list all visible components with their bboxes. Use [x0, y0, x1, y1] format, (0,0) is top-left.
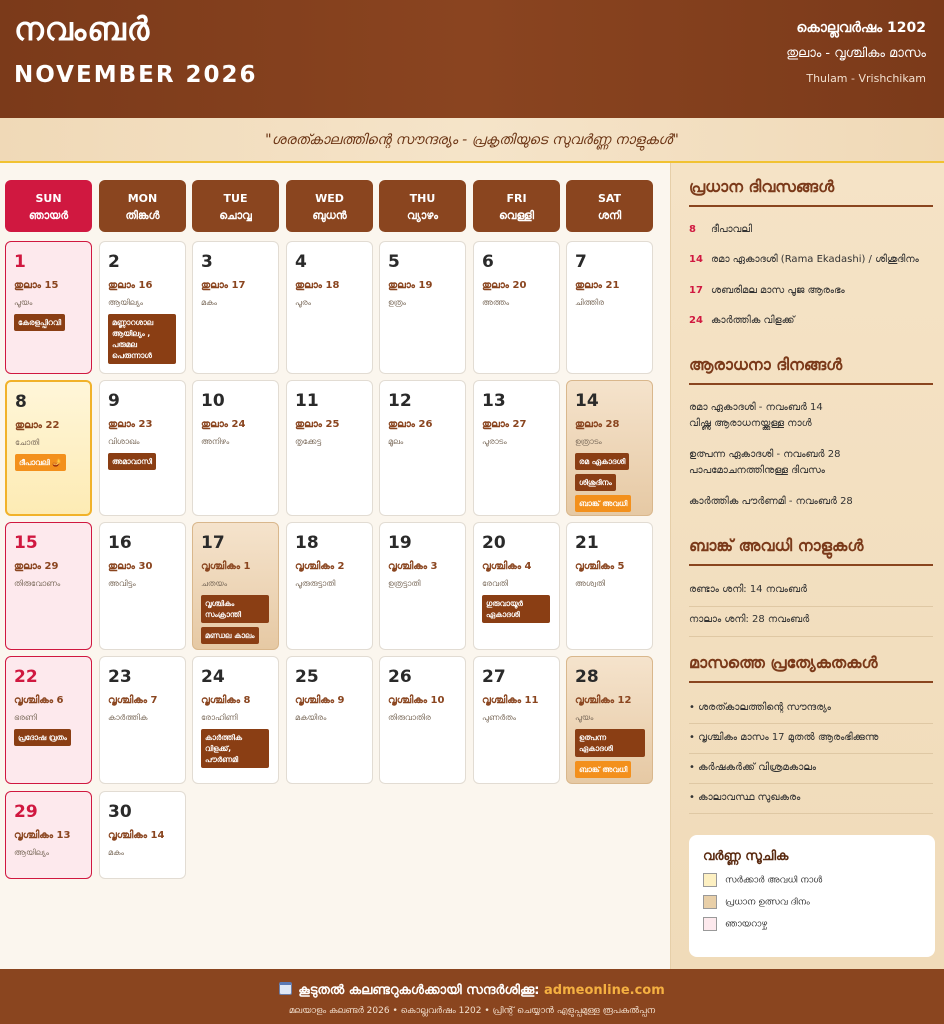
nakshatra: തിരുവാതിര: [388, 713, 431, 722]
nakshatra: മകം: [201, 298, 218, 307]
event-list: [201, 595, 275, 648]
event-tag: അമാവാസി: [108, 453, 156, 470]
nakshatra: പൂയം: [14, 298, 33, 307]
day-cell-23[interactable]: [99, 656, 186, 784]
malayalam-date: തുലാം 17: [201, 280, 246, 291]
bank-holiday-item: രണ്ടാം ശനി: 14 നവംബർ: [689, 584, 807, 595]
nakshatra: രോഹിണി: [201, 713, 238, 722]
divider: [689, 723, 933, 724]
day-number: 5: [388, 252, 400, 272]
day-cell-10[interactable]: [192, 380, 279, 516]
key-day-label: ശബരിമല മാസ പൂജ ആരംഭം: [711, 285, 845, 296]
title-malayalam: നവംബർ: [14, 10, 151, 48]
malayalam-date: തുലാം 26: [388, 419, 433, 430]
calendar-grid: [0, 163, 670, 969]
nakshatra: മകയിരം: [295, 713, 327, 722]
legend-swatch: [703, 917, 717, 931]
english-month-range: Thulam - Vrishchikam: [806, 72, 926, 85]
day-number: 30: [108, 802, 132, 822]
nakshatra: വിശാഖം: [108, 437, 140, 446]
nakshatra: പൂയം: [575, 713, 594, 722]
malayalam-date: തുലാം 21: [575, 280, 620, 291]
nakshatra: മകം: [108, 848, 125, 857]
day-header-english: SUN: [35, 192, 62, 205]
title-english: NOVEMBER 2026: [14, 62, 258, 88]
nakshatra: അനിഴം: [201, 437, 230, 446]
nakshatra: പൂരാടം: [482, 437, 507, 446]
divider: [689, 636, 933, 637]
divider: [689, 205, 933, 207]
malayalam-date: തുലാം 20: [482, 280, 527, 291]
event-tag: ഗുരുവായൂർ ഏകാദശി: [482, 595, 550, 623]
day-header-mon: [99, 180, 186, 232]
event-tag: ബാങ്ക് അവധി: [575, 495, 631, 512]
legend-label: പ്രധാന ഉത്സവ ദിനം: [725, 897, 810, 908]
event-tag: ഉത്പന്ന ഏകാദശി: [575, 729, 645, 757]
day-cell-25[interactable]: [286, 656, 373, 784]
day-number: 16: [108, 533, 132, 553]
day-number: 1: [14, 252, 26, 272]
malayalam-date: വൃശ്ചികം 10: [388, 695, 445, 706]
event-tag: ബാങ്ക് അവധി: [575, 761, 631, 778]
malayalam-date: തുലാം 28: [575, 419, 620, 430]
footer: [0, 969, 944, 1024]
day-header-english: SAT: [597, 192, 622, 205]
event-tag: പ്രദോഷ വ്രതം: [14, 729, 71, 746]
day-cell-2[interactable]: [99, 241, 186, 374]
specialty-item: • കർഷകർക്ക് വിശ്രമകാലം: [689, 762, 817, 773]
nakshatra: ആയില്യം: [108, 298, 143, 307]
nakshatra: പൂരുരുട്ടാതി: [295, 579, 336, 588]
day-header-malayalam: ശനി: [597, 209, 622, 222]
nakshatra: ചോതി: [15, 438, 40, 447]
day-cell-1[interactable]: [5, 241, 92, 374]
day-number: 21: [575, 533, 599, 553]
malayalam-date: വൃശ്ചികം 1: [201, 561, 251, 572]
day-number: 14: [575, 391, 599, 411]
event-tag: ശിശുദിനം: [575, 474, 616, 491]
day-number: 29: [14, 802, 38, 822]
quote-text: "ശരത്കാലത്തിന്റെ സൗന്ദര്യം - പ്രകൃതിയുടെ സുവർണ്ണ നാളുകൾ": [265, 131, 679, 148]
worship-days-title: ആരാധനാ ദിനങ്ങൾ: [689, 355, 843, 374]
key-day-number: 17: [689, 285, 703, 296]
day-cell-21[interactable]: [566, 522, 653, 650]
day-header-malayalam: ചൊവ്വ: [219, 209, 252, 222]
nakshatra: രേവതി: [482, 579, 509, 588]
nakshatra: ചതയം: [201, 579, 228, 588]
divider: [689, 383, 933, 385]
event-tag: കാർത്തിക വിളക്ക്, പൗർണമി: [201, 729, 269, 768]
day-number: 3: [201, 252, 213, 272]
day-header-thu: [379, 180, 466, 232]
malayalam-date: വൃശ്ചികം 6: [14, 695, 64, 706]
divider: [689, 564, 933, 566]
nakshatra: ഉത്രാടം: [575, 437, 602, 446]
divider: [689, 753, 933, 754]
day-header-fri: [473, 180, 560, 232]
day-number: 9: [108, 391, 120, 411]
specialty-item: • കാലാവസ്ഥ സുഖകരം: [689, 792, 801, 803]
day-header-malayalam: ഞായർ: [28, 209, 69, 222]
day-number: 24: [201, 667, 225, 687]
day-cell-9[interactable]: [99, 380, 186, 516]
nakshatra: ഉത്രട്ടാതി: [388, 579, 421, 588]
event-list: [108, 453, 182, 474]
worship-day-title: ഉത്പന്ന ഏകാദശി - നവംബർ 28: [689, 449, 841, 460]
specialty-item: • വൃശ്ചികം മാസം 17 മുതൽ ആരംഭിക്കുന്നു: [689, 732, 879, 743]
nakshatra: പുണർതം: [482, 713, 517, 722]
worship-day-title: കാർത്തിക പൗർണമി - നവംബർ 28: [689, 496, 853, 507]
day-number: 25: [295, 667, 319, 687]
day-cell-18[interactable]: [286, 522, 373, 650]
malayalam-date: വൃശ്ചികം 5: [575, 561, 625, 572]
quote-banner: [0, 118, 944, 163]
day-number: 12: [388, 391, 412, 411]
day-cell-7[interactable]: [566, 241, 653, 374]
malayalam-date: വൃശ്ചികം 14: [108, 830, 165, 841]
footer-credits: മലയാളം കലണ്ടർ 2026 • കൊല്ലവർഷം 1202 • പ്രിന്റ് ചെയ്യാൻ എളുപ്പമുള്ള രൂപകൽപ്പന: [288, 1006, 656, 1016]
malayalam-date: വൃശ്ചികം 8: [201, 695, 251, 706]
malayalam-date: വൃശ്ചികം 11: [482, 695, 539, 706]
nakshatra: അശ്വതി: [575, 579, 606, 588]
legend-swatch: [703, 873, 717, 887]
day-number: 4: [295, 252, 307, 272]
month-specialties-title: മാസത്തെ പ്രത്യേകതകൾ: [689, 653, 878, 672]
day-number: 6: [482, 252, 494, 272]
color-legend: [689, 835, 935, 957]
divider: [689, 783, 933, 784]
divider: [689, 606, 933, 607]
event-list: [15, 454, 89, 475]
day-number: 13: [482, 391, 506, 411]
day-header-english: WED: [315, 192, 344, 205]
nakshatra: അവിട്ടം: [108, 579, 136, 588]
day-cell-4[interactable]: [286, 241, 373, 374]
day-number: 27: [482, 667, 506, 687]
nakshatra: പൂരം: [295, 298, 311, 307]
bank-holidays-title: ബാങ്ക് അവധി നാളുകൾ: [689, 536, 864, 555]
event-tag: ദീപാവലി 🪔: [15, 454, 66, 471]
key-day-number: 8: [689, 224, 696, 235]
event-tag: മണ്ണാറശാല ആയില്യം , പരുമല പെരുന്നാൾ: [108, 314, 176, 364]
day-cell-22[interactable]: [5, 656, 92, 784]
day-cell-30[interactable]: [99, 791, 186, 879]
day-number: 26: [388, 667, 412, 687]
key-day-item: [689, 254, 919, 265]
malayalam-date: തുലാം 18: [295, 280, 340, 291]
event-tag: രമ ഏകാദശി: [575, 453, 629, 470]
key-day-label: ദീപാവലി: [711, 224, 753, 235]
divider: [689, 681, 933, 683]
malayalam-date: തുലാം 30: [108, 561, 153, 572]
divider: [689, 813, 933, 814]
event-list: [108, 314, 182, 368]
day-cell-3[interactable]: [192, 241, 279, 374]
calendar-icon: [279, 982, 292, 995]
event-list: [575, 729, 649, 782]
day-number: 10: [201, 391, 225, 411]
malayalam-date: തുലാം 22: [15, 420, 60, 431]
day-cell-20[interactable]: [473, 522, 560, 650]
day-cell-17[interactable]: [192, 522, 279, 650]
nakshatra: ചിത്തിര: [575, 298, 604, 307]
worship-day-desc: പാപമോചനത്തിനുള്ള ദിവസം: [689, 465, 825, 476]
nakshatra: കാർത്തിക: [108, 713, 148, 722]
key-day-number: 14: [689, 254, 703, 265]
legend-item: [703, 917, 767, 931]
day-cell-28[interactable]: [566, 656, 653, 784]
worship-day-desc: വിഷ്ണു ആരാധനയ്ക്കുള്ള നാൾ: [689, 418, 812, 429]
malayalam-date: വൃശ്ചികം 9: [295, 695, 345, 706]
day-cell-26[interactable]: [379, 656, 466, 784]
malayalam-date: തുലാം 25: [295, 419, 340, 430]
event-list: [14, 314, 88, 335]
legend-item: [703, 895, 810, 909]
day-cell-5[interactable]: [379, 241, 466, 374]
malayalam-date: തുലാം 19: [388, 280, 433, 291]
malayalam-date: തുലാം 29: [14, 561, 59, 572]
key-days-title: പ്രധാന ദിവസങ്ങൾ: [689, 177, 835, 196]
day-cell-11[interactable]: [286, 380, 373, 516]
key-day-item: [689, 315, 794, 326]
key-day-number: 24: [689, 315, 703, 326]
bank-holiday-item: നാലാം ശനി: 28 നവംബർ: [689, 614, 810, 625]
malayalam-date: തുലാം 27: [482, 419, 527, 430]
day-number: 20: [482, 533, 506, 553]
kollavarsham-year: കൊല്ലവർഷം 1202: [796, 20, 926, 36]
admeonline-link[interactable]: admeonline.com: [544, 983, 665, 998]
specialty-item: • ശരത്കാലത്തിന്റെ സൗന്ദര്യം: [689, 702, 831, 713]
nakshatra: മൂലം: [388, 437, 404, 446]
malayalam-date: വൃശ്ചികം 2: [295, 561, 345, 572]
day-cell-14[interactable]: [566, 380, 653, 516]
day-number: 19: [388, 533, 412, 553]
legend-label: ഞായറാഴ്ച: [725, 919, 768, 930]
header: [0, 0, 944, 118]
event-list: [201, 729, 275, 772]
sidebar: [670, 163, 944, 969]
key-day-item: [689, 224, 752, 235]
day-number: 8: [15, 392, 27, 412]
day-header-english: MON: [127, 192, 158, 205]
day-number: 28: [575, 667, 599, 687]
key-day-label: കാർത്തിക വിളക്ക്: [711, 315, 795, 326]
day-cell-12[interactable]: [379, 380, 466, 516]
malayalam-date: തുലാം 15: [14, 280, 59, 291]
day-header-malayalam: തിങ്കൾ: [125, 209, 160, 222]
legend-label: സർക്കാർ അവധി നാൾ: [725, 875, 823, 886]
day-number: 7: [575, 252, 587, 272]
day-header-english: FRI: [506, 192, 527, 205]
nakshatra: തൃക്കേട്ട: [295, 437, 322, 446]
malayalam-date: വൃശ്ചികം 12: [575, 695, 632, 706]
event-tag: വൃശ്ചികം സംക്രാന്തി: [201, 595, 269, 623]
malayalam-date: വൃശ്ചികം 4: [482, 561, 532, 572]
malayalam-date: തുലാം 23: [108, 419, 153, 430]
event-list: [482, 595, 556, 627]
malayalam-date: വൃശ്ചികം 13: [14, 830, 71, 841]
legend-title: വർണ്ണ സൂചിക: [703, 849, 789, 864]
day-cell-8[interactable]: [5, 380, 92, 516]
day-header-english: TUE: [223, 192, 248, 205]
event-list: [14, 729, 88, 750]
day-number: 15: [14, 533, 38, 553]
legend-swatch: [703, 895, 717, 909]
malayalam-date: വൃശ്ചികം 3: [388, 561, 438, 572]
day-number: 2: [108, 252, 120, 272]
event-list: [575, 453, 649, 516]
day-cell-15[interactable]: [5, 522, 92, 650]
day-cell-27[interactable]: [473, 656, 560, 784]
malayalam-date: തുലാം 16: [108, 280, 153, 291]
malayalam-month-range: തുലാം - വൃശ്ചികം മാസം: [786, 46, 926, 61]
event-tag: മണ്ഡല കാലം: [201, 627, 259, 644]
footer-visit-line: [0, 982, 944, 998]
malayalam-date: തുലാം 24: [201, 419, 246, 430]
malayalam-date: വൃശ്ചികം 7: [108, 695, 158, 706]
day-header-sat: [566, 180, 653, 232]
day-cell-6[interactable]: [473, 241, 560, 374]
event-tag: കേരളപ്പിറവി: [14, 314, 65, 331]
day-number: 17: [201, 533, 225, 553]
day-cell-16[interactable]: [99, 522, 186, 650]
day-cell-13[interactable]: [473, 380, 560, 516]
day-cell-29[interactable]: [5, 791, 92, 879]
day-header-sun: [5, 180, 92, 232]
day-number: 18: [295, 533, 319, 553]
nakshatra: അത്തം: [482, 298, 510, 307]
day-header-malayalam: വെള്ളി: [498, 209, 535, 222]
day-header-tue: [192, 180, 279, 232]
day-cell-19[interactable]: [379, 522, 466, 650]
footer-visit-text: കൂടുതൽ കലണ്ടറുകൾക്കായി സന്ദർശിക്കൂ:: [298, 983, 540, 998]
key-day-item: [689, 285, 845, 296]
nakshatra: തിരുവോണം: [14, 579, 61, 588]
nakshatra: ആയില്യം: [14, 848, 49, 857]
day-header-malayalam: ബുധൻ: [312, 209, 347, 222]
worship-day-title: രമാ ഏകാദശി - നവംബർ 14: [689, 402, 823, 413]
nakshatra: ഉത്രം: [388, 298, 406, 307]
day-number: 11: [295, 391, 319, 411]
day-number: 22: [14, 667, 38, 687]
day-header-wed: [286, 180, 373, 232]
day-header-english: THU: [409, 192, 436, 205]
legend-item: [703, 873, 822, 887]
day-header-malayalam: വ്യാഴം: [406, 209, 439, 222]
day-number: 23: [108, 667, 132, 687]
nakshatra: ഭരണി: [14, 713, 37, 722]
day-cell-24[interactable]: [192, 656, 279, 784]
key-day-label: രമാ ഏകാദശി (Rama Ekadashi) / ശിശുദിനം: [711, 254, 919, 265]
